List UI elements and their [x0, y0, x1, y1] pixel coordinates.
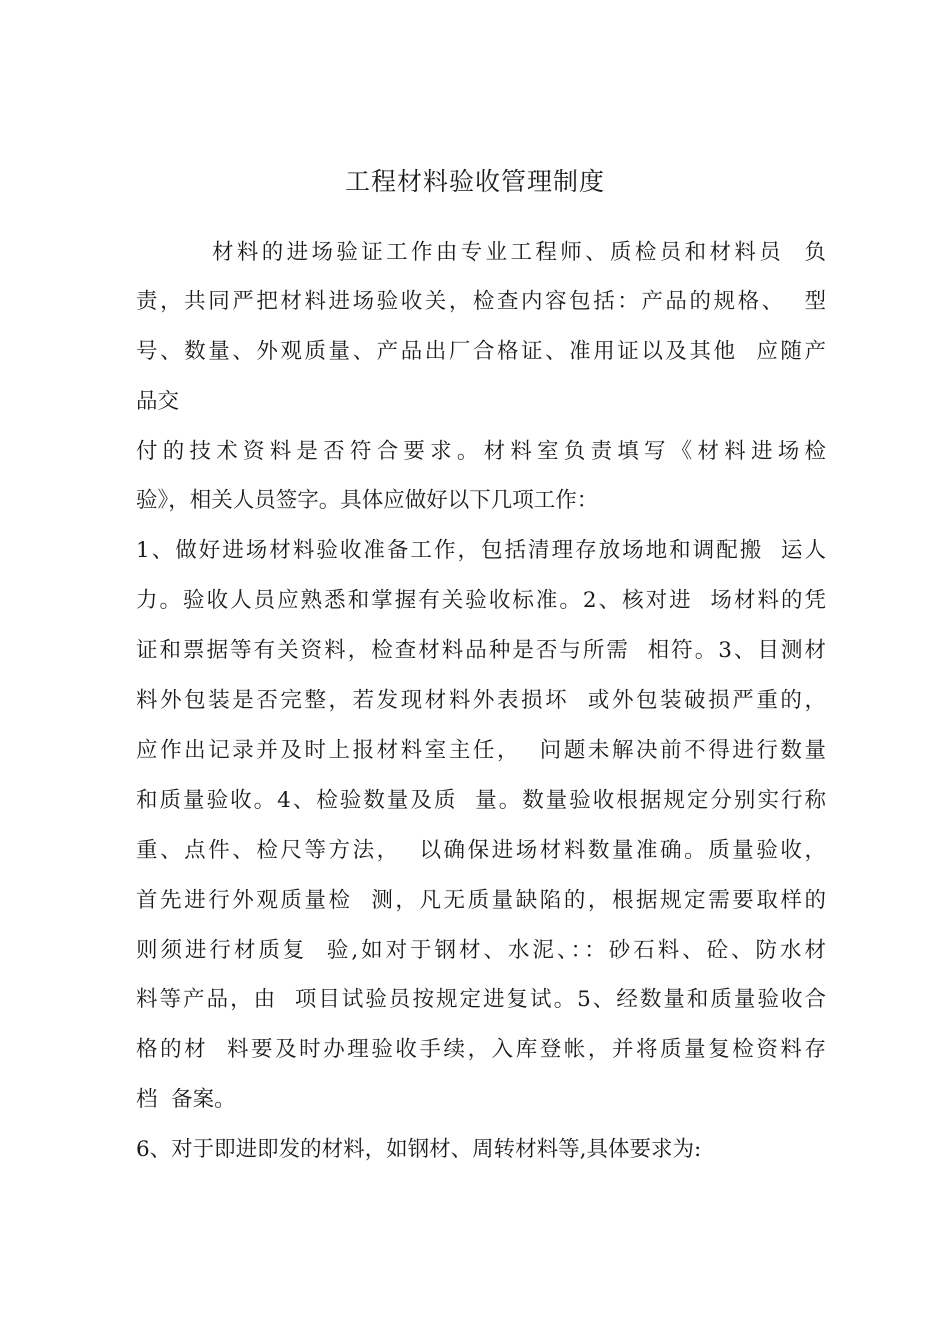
paragraph-line: 档 备案。 [136, 1087, 236, 1112]
paragraph-line: 验》，相关人员签字。具体应做好以下几项工作： [136, 488, 599, 513]
paragraph-line: 料等产品，由 项目试验员按规定进复试。5、经数量和质量验收合 [136, 987, 826, 1012]
paragraph-line: 则须进行材质复 验,如对于钢材、水泥、：：砂石料、砼、防水材 [136, 938, 826, 963]
paragraph-line: 格的材 料要及时办理验收手续，入库登帐，并将质量复检资料存 [136, 1037, 826, 1062]
paragraph-line: 和质量验收。4、检验数量及质 量。数量验收根据规定分别实行称 [136, 788, 826, 813]
paragraph-line: 首先进行外观质量检 测，凡无质量缺陷的，根据规定需要取样的 [136, 888, 826, 913]
paragraph-line: 力。验收人员应熟悉和掌握有关验收标准。2、核对进 场材料的凭 [136, 588, 826, 613]
paragraph-line: 1、做好进场材料验收准备工作，包括清理存放场地和调配搬 运人 [136, 538, 826, 563]
paragraph-line: 料外包装是否完整，若发现材料外表损坏 或外包装破损严重的， [136, 688, 826, 713]
paragraph-line: 材料的进场验证工作由专业工程师、质检员和材料员 负 [212, 240, 826, 265]
paragraph-line: 品交 [136, 389, 180, 414]
paragraph-line: 责，共同严把材料进场验收关，检查内容包括：产品的规格、 型 [136, 289, 826, 314]
document-title: 工程材料验收管理制度 [344, 167, 605, 196]
paragraph-line: 应作出记录并及时上报材料室主任， 问题未解决前不得进行数量 [136, 738, 826, 763]
paragraph-line: 证和票据等有关资料，检查材料品种是否与所需 相符。3、目测材 [136, 638, 826, 663]
paragraph-line: 号、数量、外观质量、产品出厂合格证、准用证以及其他 应随产 [136, 339, 826, 364]
paragraph-line: 重、点件、检尺等方法， 以确保进场材料数量准确。质量验收， [136, 838, 826, 863]
paragraph-line: 6、对于即进即发的材料，如钢材、周转材料等,具体要求为: [136, 1137, 702, 1162]
paragraph-line: 付的技术资料是否符合要求。材料室负责填写《材料进场检 [136, 439, 826, 464]
